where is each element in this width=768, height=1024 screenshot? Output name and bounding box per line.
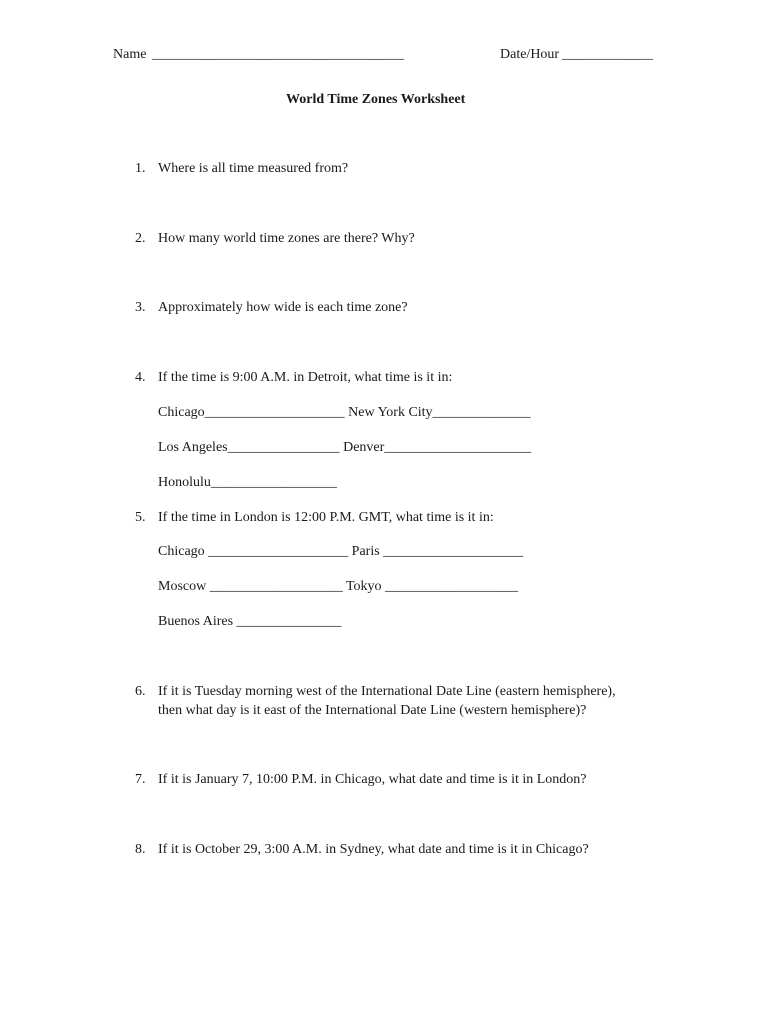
question-number: 5. xyxy=(135,510,146,525)
question-number: 7. xyxy=(135,772,146,787)
question-text: Approximately how wide is each time zone? xyxy=(158,300,408,315)
question-number: 2. xyxy=(135,231,146,246)
question-text: If the time is 9:00 A.M. in Detroit, what time is it in: xyxy=(158,370,453,385)
worksheet-title: World Time Zones Worksheet xyxy=(286,92,466,107)
name-blank[interactable]: ____________________________________ xyxy=(152,47,404,62)
question-text: How many world time zones are there? Why? xyxy=(158,231,415,246)
answer-line[interactable]: Chicago ____________________ Paris ____________________ xyxy=(158,544,524,559)
question-number: 1. xyxy=(135,161,146,176)
answer-line[interactable]: Chicago____________________ New York City______________ xyxy=(158,405,531,420)
question-number: 3. xyxy=(135,300,146,315)
question-text: If it is Tuesday morning west of the International Date Line (eastern hemisphere), xyxy=(158,684,616,699)
date-blank[interactable]: _____________ xyxy=(562,47,653,62)
answer-line[interactable]: Buenos Aires _______________ xyxy=(158,614,342,629)
question-text: If it is January 7, 10:00 P.M. in Chicago, what date and time is it in London? xyxy=(158,772,587,787)
question-number: 8. xyxy=(135,842,146,857)
answer-line[interactable]: Los Angeles________________ Denver_____________________ xyxy=(158,440,532,455)
name-label: Name xyxy=(113,47,147,62)
answer-line[interactable]: Honolulu__________________ xyxy=(158,475,337,490)
date-label: Date/Hour xyxy=(500,47,560,62)
question-text: then what day is it east of the International Date Line (western hemisphere)? xyxy=(158,703,587,718)
question-text: Where is all time measured from? xyxy=(158,161,349,176)
question-text: If the time in London is 12:00 P.M. GMT, what time is it in: xyxy=(158,510,494,525)
question-text: If it is October 29, 3:00 A.M. in Sydney, what date and time is it in Chicago? xyxy=(158,842,589,857)
question-number: 4. xyxy=(135,370,146,385)
question-number: 6. xyxy=(135,684,146,699)
answer-line[interactable]: Moscow ___________________ Tokyo ___________________ xyxy=(158,579,519,594)
